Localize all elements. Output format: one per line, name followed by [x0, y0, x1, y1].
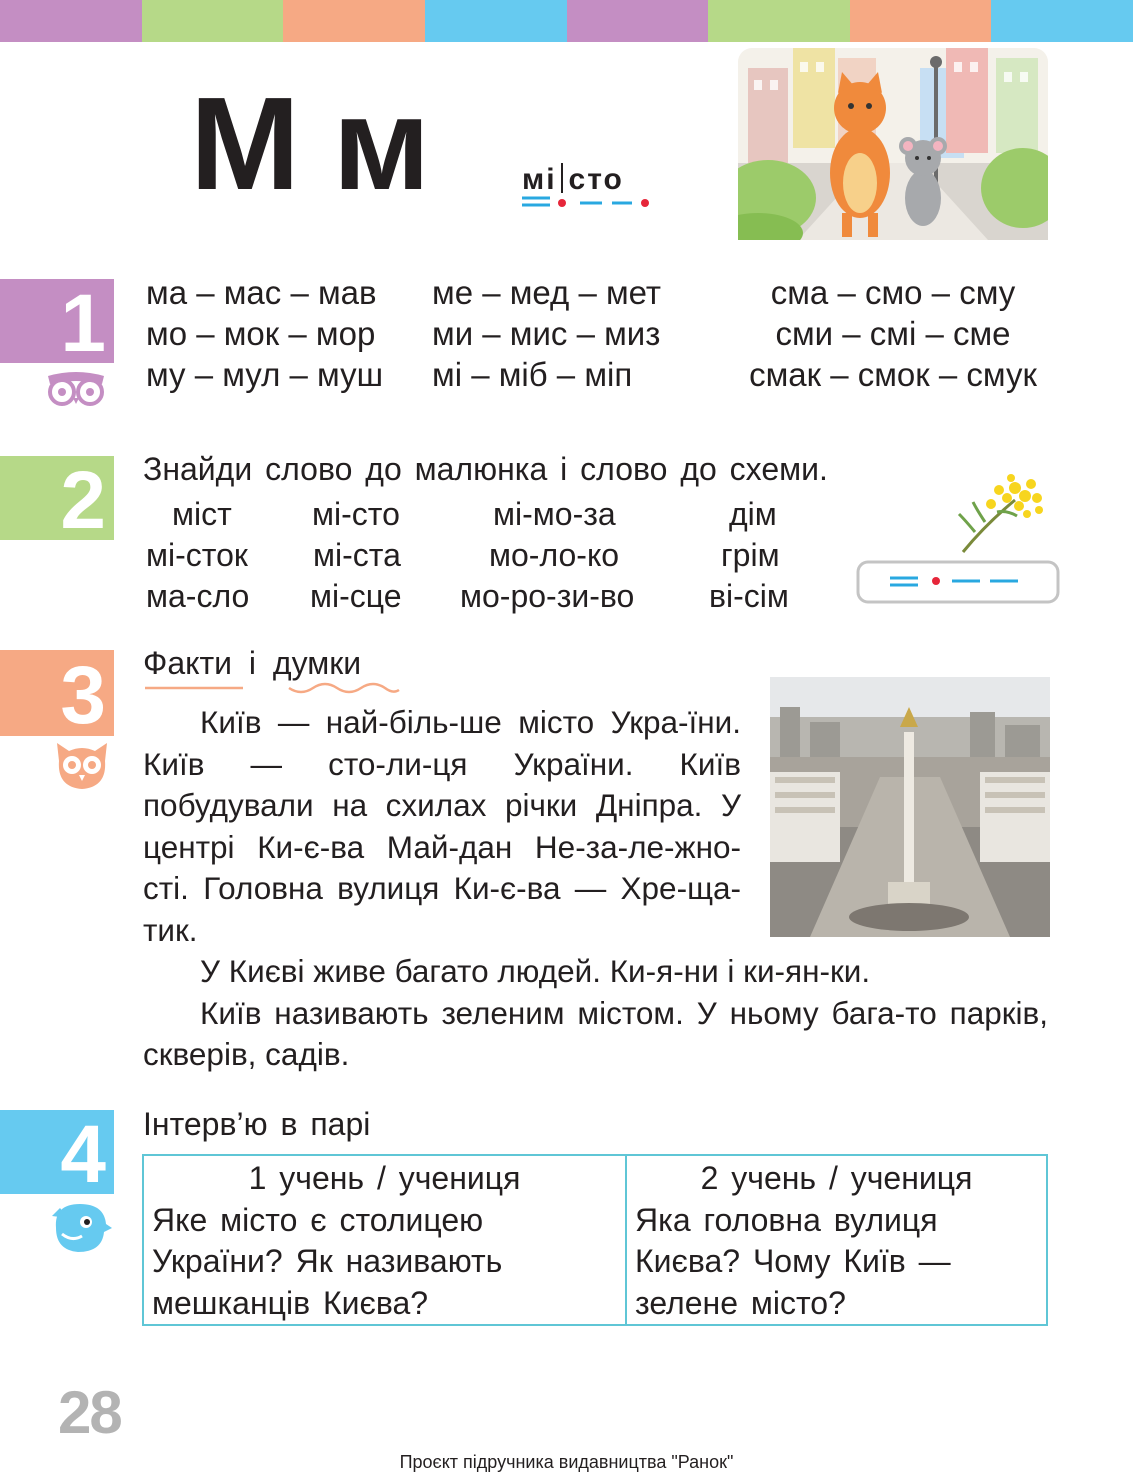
syllable-row: сми – смі – сме: [775, 315, 1011, 352]
interview-column-2: [626, 1155, 1047, 1325]
color-strip: [850, 0, 992, 42]
title-thoughts: думки: [272, 645, 362, 681]
student-2-header: 2 учень / учениця: [700, 1160, 973, 1196]
syllable-2: сто: [568, 163, 624, 196]
color-strip: [567, 0, 709, 42]
syllable-1: мі: [522, 163, 557, 196]
color-strip: [991, 0, 1133, 42]
syllable-row: смак – смок – смук: [749, 356, 1037, 393]
color-strip: [708, 0, 850, 42]
syllable-column-1: [146, 272, 383, 395]
task-4-number: [0, 1109, 114, 1200]
text-paragraph-1: [143, 702, 741, 951]
syllable-row: ме – мед – мет: [432, 274, 662, 311]
word-item: грім: [721, 537, 780, 573]
sound-scheme-graphic: [520, 194, 660, 212]
task-4-number-text: 4: [60, 1109, 106, 1200]
syllable-row: ма – мас – мав: [146, 274, 377, 311]
student-1-questions: Яке місто є столицею України? Як називають мешканців Києва?: [152, 1201, 503, 1321]
owl-face-icon: [53, 739, 111, 791]
color-strip: [142, 0, 284, 42]
word-item: міст: [172, 496, 232, 532]
task-2-instruction: Знайди слово до малюнка і слово до схеми.: [143, 451, 828, 487]
syllable-row: мо – мок – мор: [146, 315, 376, 352]
student-1-header: 1 учень / учениця: [248, 1160, 521, 1196]
word-item: дім: [729, 496, 777, 532]
syllable-row: сма – смо – сму: [770, 274, 1016, 311]
mimosa-branch-image: [955, 470, 1047, 556]
owl-eyes-icon: [44, 370, 108, 406]
color-strip: [0, 0, 142, 42]
word-item: мі-сто: [312, 496, 400, 532]
title-facts: Факти: [143, 645, 233, 681]
task-4-title: Інтерв’ю в парі: [143, 1106, 371, 1142]
title-underlines: [143, 682, 403, 698]
task-2-number-text: 2: [60, 455, 106, 546]
task-3-number: [0, 650, 114, 741]
bird-icon: [48, 1198, 112, 1254]
paragraph-1: Київ — най-біль-ше місто Укра-їни. Київ — сто-ли-ця України. Київ побудували на схилах річки Дніпра. У центрі Ки-є-ва Май-дан Не-за-ле-жно-сті. Головна вулиця Ки-є-ва — Хре-ща-тик.: [143, 704, 741, 948]
text-paragraph-2-3: [143, 951, 1048, 1076]
task-3-number-text: 3: [60, 650, 106, 741]
word-scheme-box: [856, 560, 1060, 604]
task-3-title: [143, 645, 361, 682]
syllable-column-3: [728, 272, 1058, 395]
task-1-number: [0, 278, 114, 369]
task-1-number-text: 1: [60, 278, 106, 369]
syllable-row: мі – міб – міп: [432, 356, 633, 393]
word-item: мо-ро-зи-во: [460, 578, 635, 614]
paragraph-3: Київ називають зеленим містом. У ньому бага-то парків, скверів, садів.: [143, 994, 1048, 1072]
paragraph-2: У Києві живе багато людей. Ки-я-ни і ки-ян-ки.: [200, 953, 871, 989]
top-color-bar: [0, 0, 1133, 42]
maidan-photo: [770, 677, 1050, 937]
task-2-number: [0, 455, 114, 546]
word-item: мі-ста: [313, 537, 401, 573]
city-cat-mouse-illustration: [738, 48, 1048, 240]
interview-table: [142, 1154, 1048, 1326]
word-item: мі-сце: [310, 578, 402, 614]
syllable-scheme-word: [522, 163, 624, 197]
color-strip: [425, 0, 567, 42]
word-item: мо-ло-ко: [489, 537, 620, 573]
word-item: ма-сло: [146, 578, 250, 614]
student-2-questions: Яка головна вулиця Києва? Чому Київ — зелене місто?: [635, 1201, 951, 1321]
syllable-column-2: [432, 272, 661, 395]
word-item: мі-мо-за: [493, 496, 616, 532]
interview-column-1: [143, 1155, 626, 1325]
title-and: і: [248, 645, 257, 681]
publisher-note: Проєкт підручника видавництва "Ранок": [399, 1452, 734, 1472]
syllable-row: му – мул – муш: [146, 356, 384, 393]
letter-heading: М м: [190, 70, 429, 217]
word-item: мі-сток: [146, 537, 248, 573]
page-number: 28: [58, 1379, 121, 1446]
word-item: ві-сім: [709, 578, 789, 614]
syllable-row: ми – мис – миз: [432, 315, 661, 352]
syllable-divider: [561, 163, 563, 193]
color-strip: [283, 0, 425, 42]
